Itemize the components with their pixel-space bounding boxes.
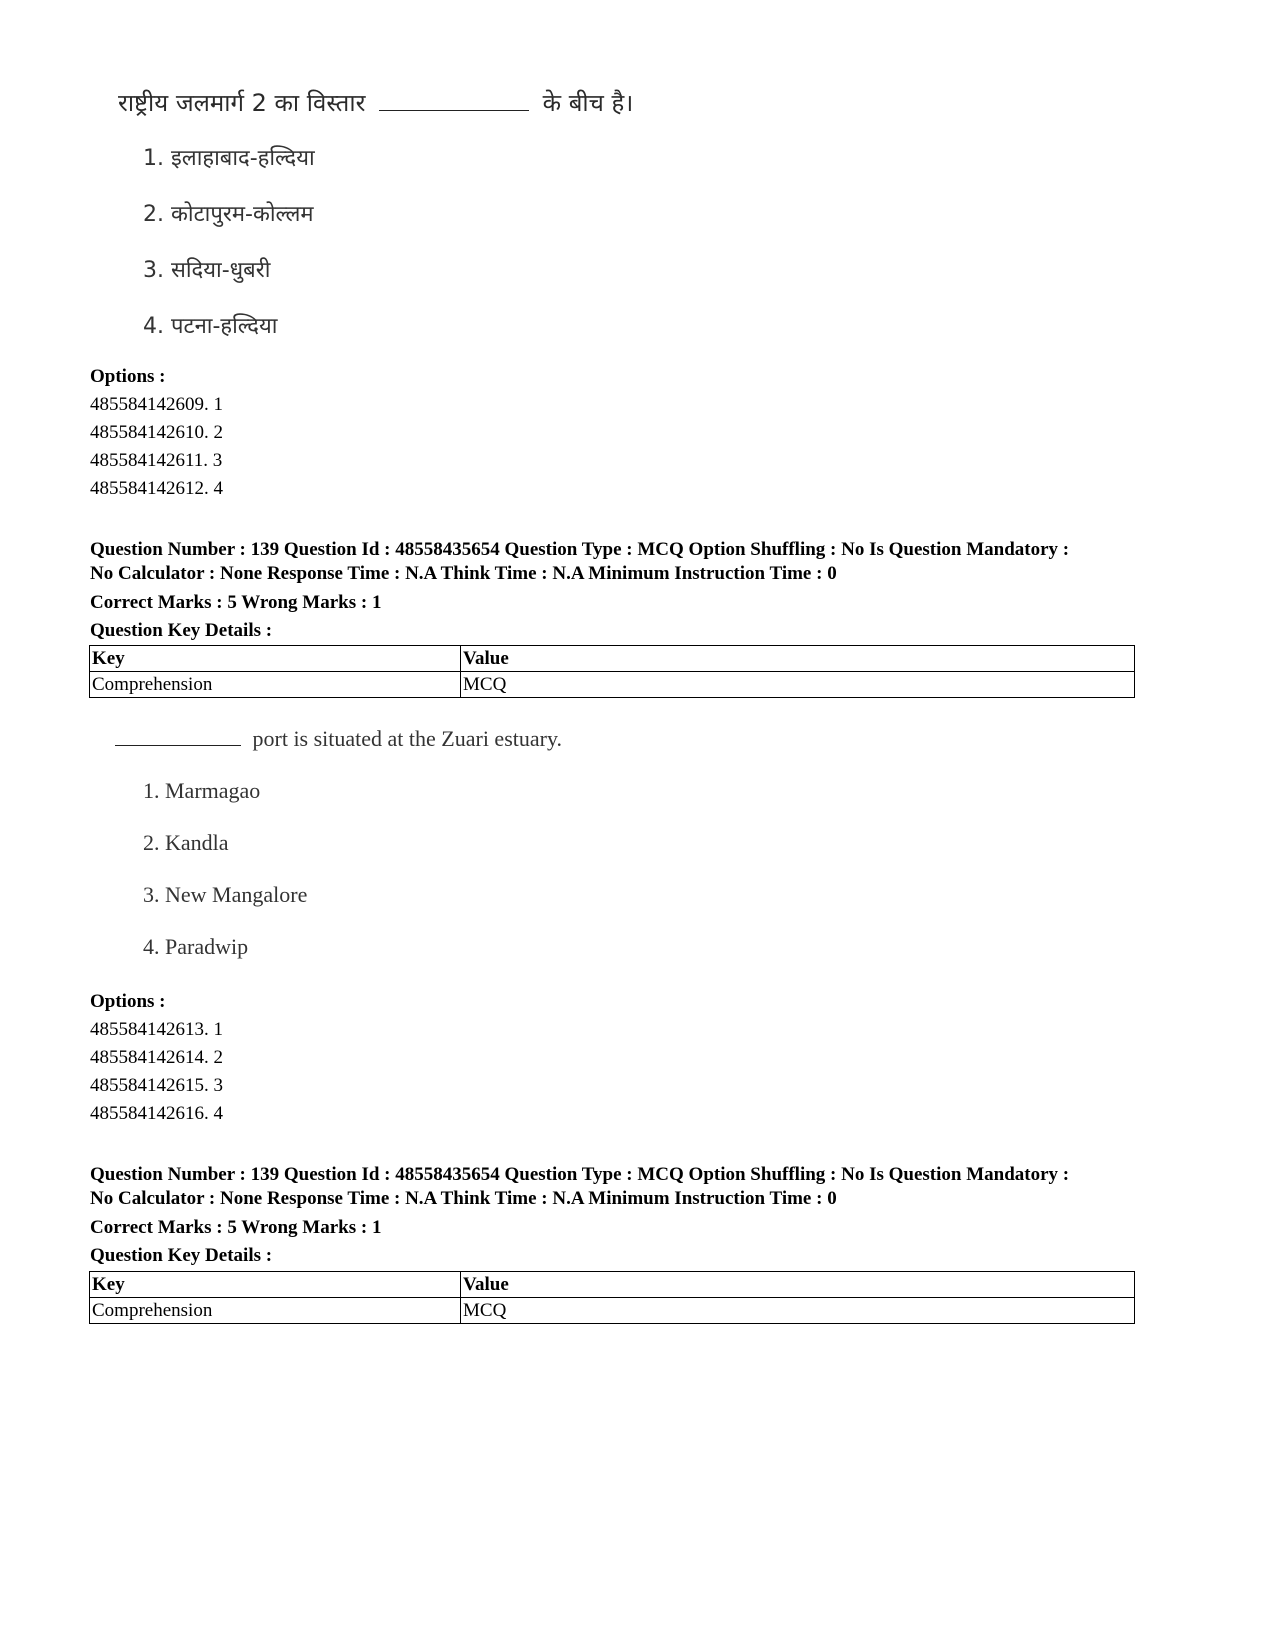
question-meta-line-1: Question Number : 139 Question Id : 48558435654 Question Type : MCQ Option Shuffling : No Is Question Mandatory : (90, 1164, 1070, 1185)
question-1-choice-4: 4. पटना-हल्दिया (143, 314, 278, 339)
question-2-body: port is situated at the Zuari estuary. (252, 726, 563, 751)
question-1-choice-2: 2. कोटापुरम-कोल्लम (143, 202, 314, 227)
table-cell-key: Comprehension (90, 1298, 461, 1324)
options-label: Options : (90, 991, 166, 1012)
table-header-row (90, 646, 1135, 672)
answer-blank (115, 744, 241, 746)
question-2-text (115, 726, 562, 752)
question-2-choice-3: 3. New Mangalore (143, 882, 308, 907)
question-2-choice-4: 4. Paradwip (143, 934, 249, 959)
option-item: 485584142612. 4 (90, 478, 223, 499)
option-item: 485584142609. 1 (90, 394, 223, 415)
option-item: 485584142614. 2 (90, 1047, 223, 1068)
question-meta-1 (90, 538, 1150, 643)
marks-line: Correct Marks : 5 Wrong Marks : 1 (90, 592, 382, 613)
key-details-label: Question Key Details : (90, 1245, 273, 1266)
table-cell-value: MCQ (461, 672, 1135, 698)
key-details-label: Question Key Details : (90, 620, 273, 641)
question-1-prefix: राष्ट्रीय जलमार्ग 2 का विस्तार (118, 89, 366, 117)
answer-blank (379, 109, 529, 111)
table-header-row (90, 1272, 1135, 1298)
question-meta-line-2: No Calculator : None Response Time : N.A Think Time : N.A Minimum Instruction Time : 0 (90, 1188, 837, 1209)
table-header-key: Key (90, 646, 461, 672)
question-meta-line-1: Question Number : 139 Question Id : 48558435654 Question Type : MCQ Option Shuffling : No Is Question Mandatory : (90, 539, 1070, 560)
question-1-text (118, 86, 633, 119)
question-1-options (90, 363, 223, 503)
table-header-key: Key (90, 1272, 461, 1298)
table-row (90, 1298, 1135, 1324)
table-cell-value: MCQ (461, 1298, 1135, 1324)
table-cell-key: Comprehension (90, 672, 461, 698)
question-1-suffix: के बीच है। (542, 89, 634, 117)
question-meta-line-2: No Calculator : None Response Time : N.A Think Time : N.A Minimum Instruction Time : 0 (90, 563, 837, 584)
option-item: 485584142615. 3 (90, 1075, 223, 1096)
option-item: 485584142611. 3 (90, 450, 223, 471)
question-meta-2 (90, 1163, 1150, 1268)
question-2-choice-2: 2. Kandla (143, 830, 229, 855)
key-details-table-2 (89, 1271, 1135, 1324)
option-item: 485584142616. 4 (90, 1103, 223, 1124)
table-row (90, 672, 1135, 698)
marks-line: Correct Marks : 5 Wrong Marks : 1 (90, 1217, 382, 1238)
question-1-choice-3: 3. सदिया-धुबरी (143, 258, 271, 283)
table-header-value: Value (461, 1272, 1135, 1298)
key-details-table-1 (89, 645, 1135, 698)
question-1-choice-1: 1. इलाहाबाद-हल्दिया (143, 146, 315, 171)
table-header-value: Value (461, 646, 1135, 672)
options-label: Options : (90, 366, 166, 387)
question-2-choice-1: 1. Marmagao (143, 778, 261, 803)
question-2-options (90, 988, 223, 1128)
option-item: 485584142610. 2 (90, 422, 223, 443)
option-item: 485584142613. 1 (90, 1019, 223, 1040)
